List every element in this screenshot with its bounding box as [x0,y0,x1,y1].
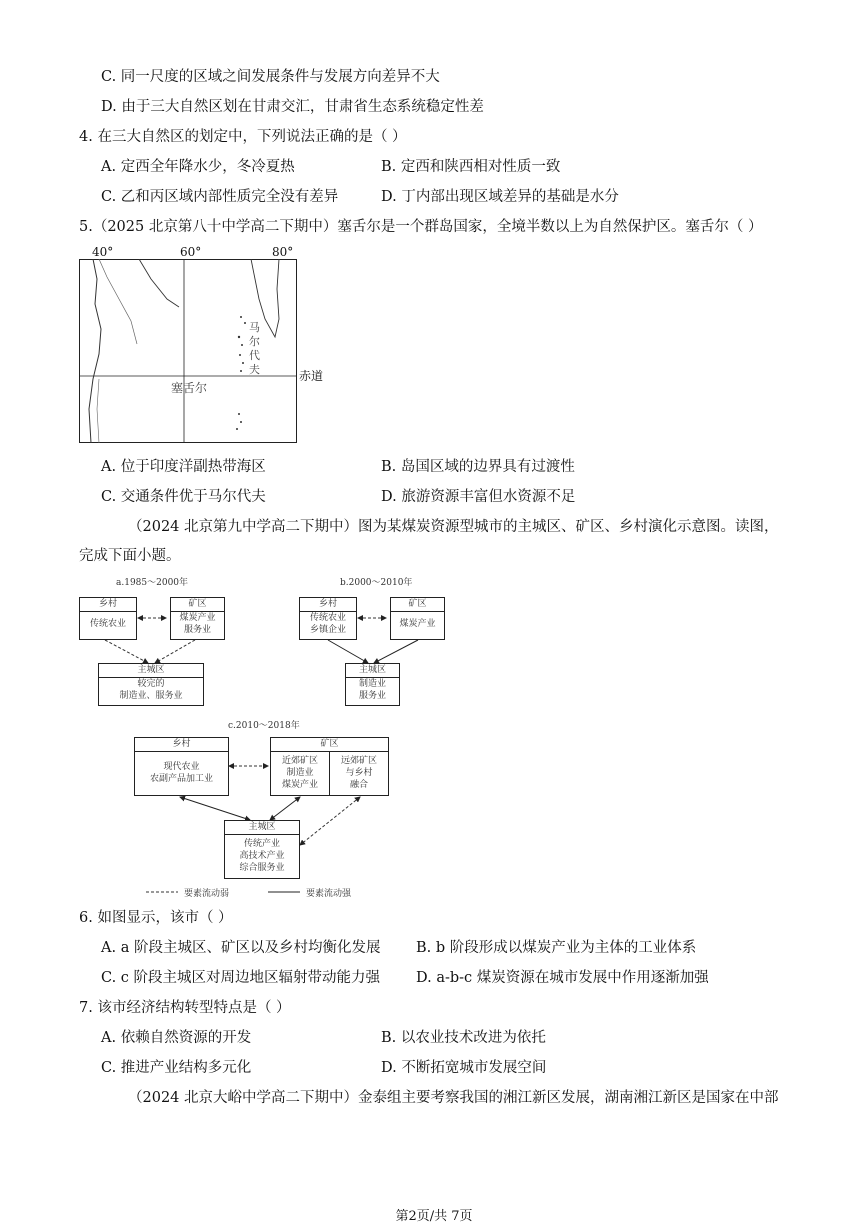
stage-b-title: b.2000～2010年 [340,578,413,588]
a-mine-content: 煤炭产业 服务业 [179,613,216,635]
a-village-box [79,597,137,640]
q7-option-c: C. 推进产业结构多元化 [101,1060,252,1076]
q4-option-c: C. 乙和丙区域内部性质完全没有差异 [101,189,339,205]
b-city-box [345,663,400,706]
b-mine-content: 煤炭产业 [399,619,436,629]
c-mine-box [270,737,389,796]
seychelles-map [79,259,297,443]
page-footer: 第2页/共 7页 [395,1209,473,1224]
legend-weak: 要素流动弱 [184,889,230,899]
c-village-box [134,737,229,796]
c-city-box [224,820,300,879]
q5-option-c: C. 交通条件优于马尔代夫 [101,489,266,505]
stage-a-title: a.1985～2000年 [116,578,189,588]
legend-strong: 要素流动强 [306,889,352,899]
map-graphic [79,259,297,443]
question-6: 6. 如图显示，该市（ ） [79,910,233,926]
a-mine-title: 矿区 [171,598,224,612]
a-city-content: 较完的 制造业、服务业 [119,679,183,701]
q7-option-d: D. 不断拓宽城市发展空间 [381,1060,547,1076]
q4-option-a: A. 定西全年降水少，冬冷夏热 [101,159,295,175]
a-mine-box [170,597,225,640]
b-village-box [299,597,357,640]
b-city-title: 主城区 [346,664,399,678]
q3-option-d: D. 由于三大自然区划在甘肃交汇，甘肃省生态系统稳定性差 [101,99,484,115]
stage-c-title: c.2010～2018年 [228,721,300,731]
a-village-content: 传统农业 [89,619,126,629]
c-village-title: 乡村 [135,738,228,752]
b-mine-box [390,597,445,640]
q5-option-b: B. 岛国区域的边界具有过渡性 [381,459,575,475]
b-city-content: 制造业 服务业 [358,679,386,701]
q4-option-b: B. 定西和陕西相对性质一致 [381,159,561,175]
group-intro-2: （2024 北京大峪中学高二下期中）金泰组主要考察我国的湘江新区发展，湖南湘江新区是国家在中部 [128,1090,779,1106]
q6-option-c: C. c 阶段主城区对周边地区辐射带动能力强 [101,970,381,986]
q6-option-d: D. a-b-c 煤炭资源在城市发展中作用逐渐加强 [416,970,709,986]
q4-option-d: D. 丁内部出现区域差异的基础是水分 [381,189,619,205]
q7-option-b: B. 以农业技术改进为依托 [381,1030,546,1046]
c-city-title: 主城区 [225,821,299,835]
q3-option-c: C. 同一尺度的区域之间发展条件与发展方向差异不大 [101,69,440,85]
lon-60-label: 60° [180,245,202,259]
group-intro-1b: 完成下面小题。 [79,548,181,564]
q5-option-d: D. 旅游资源丰富但水资源不足 [381,489,576,505]
question-5: 5.（2025 北京第八十中学高二下期中）塞舌尔是一个群岛国家，全境半数以上为自然保护区。塞舌尔（ ） [79,219,763,235]
b-village-title: 乡村 [300,598,356,612]
maldives-label: 马尔代夫 [249,321,260,376]
question-4: 4. 在三大自然区的划定中，下列说法正确的是（ ） [79,129,407,145]
lon-80-label: 80° [272,245,294,259]
b-village-content: 传统农业 乡镇企业 [309,613,346,635]
q6-option-a: A. a 阶段主城区、矿区以及乡村均衡化发展 [101,940,381,956]
a-city-title: 主城区 [99,664,203,678]
lon-40-label: 40° [92,245,114,259]
c-village-content: 现代农业 农副产品加工业 [149,762,213,784]
group-intro-1: （2024 北京第九中学高二下期中）图为某煤炭资源型城市的主城区、矿区、乡村演化示意图。读图， [128,519,779,535]
a-village-title: 乡村 [80,598,136,612]
c-mine-title: 矿区 [271,738,388,752]
q5-option-a: A. 位于印度洋副热带海区 [101,459,266,475]
seychelles-label: 塞舌尔 [171,381,208,395]
c-mine-near: 近郊矿区 制造业 煤炭产业 [271,752,330,795]
question-7: 7. 该市经济结构转型特点是（ ） [79,1000,291,1016]
q7-option-a: A. 依赖自然资源的开发 [101,1030,252,1046]
q6-option-b: B. b 阶段形成以煤炭产业为主体的工业体系 [416,940,697,956]
b-mine-title: 矿区 [391,598,444,612]
equator-label: 赤道 [299,369,324,383]
c-mine-far: 远郊矿区 与乡村 融合 [340,756,377,790]
c-city-content: 传统产业 高技术产业 综合服务业 [239,839,285,873]
a-city-box [98,663,204,706]
